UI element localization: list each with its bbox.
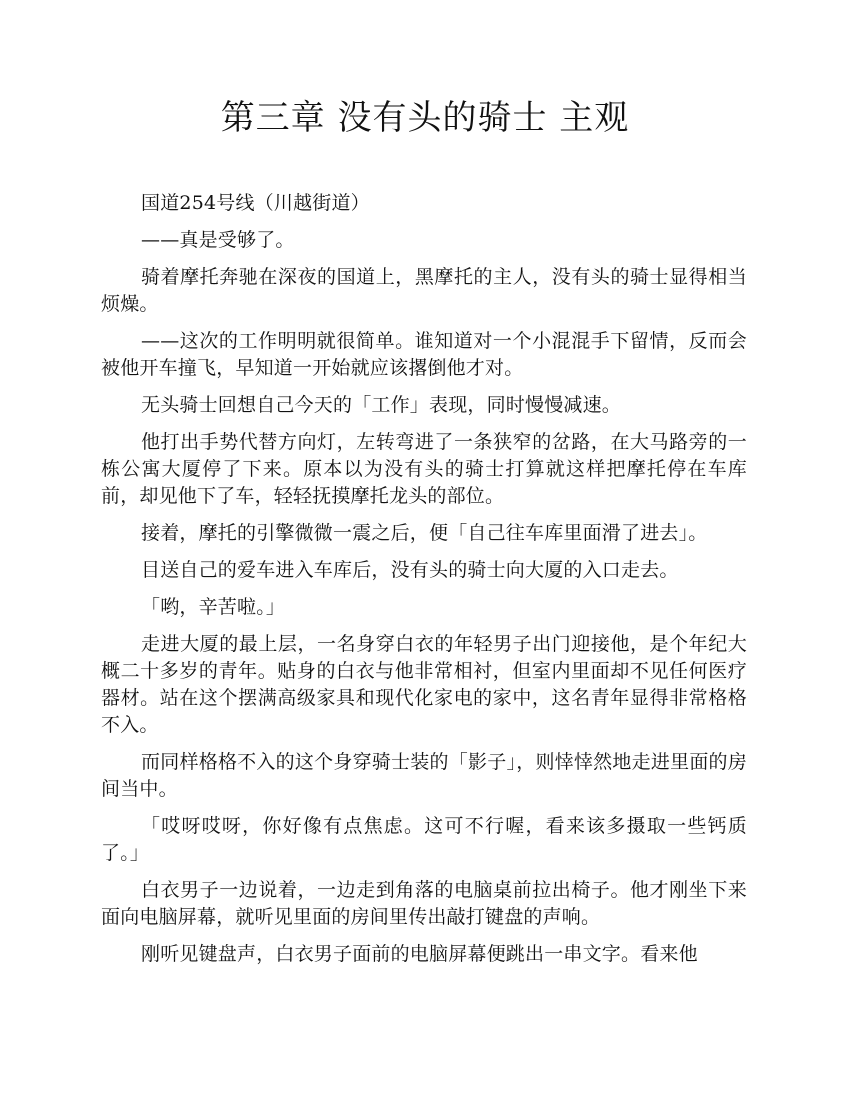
paragraph: 「哎呀哎呀，你好像有点焦虑。这可不行喔，看来该多摄取一些钙质了。」 [101,815,747,864]
paragraph: 他打出手势代替方向灯，左转弯进了一条狭窄的岔路，在大马路旁的一栋公寓大厦停了下来。原本以为没有头的骑士打算就这样把摩托停在车库前，却见他下了车，轻轻抚摸摩托龙头的部位。 [101,431,747,507]
paragraph: 白衣男子一边说着，一边走到角落的电脑桌前拉出椅子。他才刚坐下来面向电脑屏幕，就听见里面的房间里传出敲打键盘的声响。 [101,879,747,928]
paragraph: ——真是受够了。 [141,229,295,251]
paragraph: ——这次的工作明明就很简单。谁知道对一个小混混手下留情，反而会被他开车撞飞，早知道一开始就应该撂倒他才对。 [101,330,747,379]
chapter-body [101,190,747,978]
paragraph: 骑着摩托奔驰在深夜的国道上，黑摩托的主人，没有头的骑士显得相当烦燥。 [101,266,747,315]
paragraph: 刚听见键盘声，白衣男子面前的电脑屏幕便跳出一串文字。看来他 [141,943,698,965]
paragraph: 而同样格格不入的这个身穿骑士装的「影子」，则悻悻然地走进里面的房间当中。 [101,751,747,800]
paragraph: 国道254号线（川越街道） [141,192,370,214]
chapter-title: 第三章 没有头的骑士 主观 [220,98,630,138]
paragraph: 目送自己的爱车进入车库后，没有头的骑士向大厦的入口走去。 [141,559,679,581]
paragraph: 「哟，辛苦啦。」 [141,596,286,618]
paragraph: 接着，摩托的引擎微微一震之后，便「自己往车库里面滑了进去」。 [141,522,708,544]
paragraph: 无头骑士回想自己今天的「工作」表现，同时慢慢减速。 [141,394,622,416]
paragraph: 走进大厦的最上层，一名身穿白衣的年轻男子出门迎接他，是个年纪大概二十多岁的青年。贴身的白衣与他非常相衬，但室内里面却不见任何医疗器材。站在这个摆满高级家具和现代化家电的家中，这名青年显得非常格格不入。 [101,633,747,736]
